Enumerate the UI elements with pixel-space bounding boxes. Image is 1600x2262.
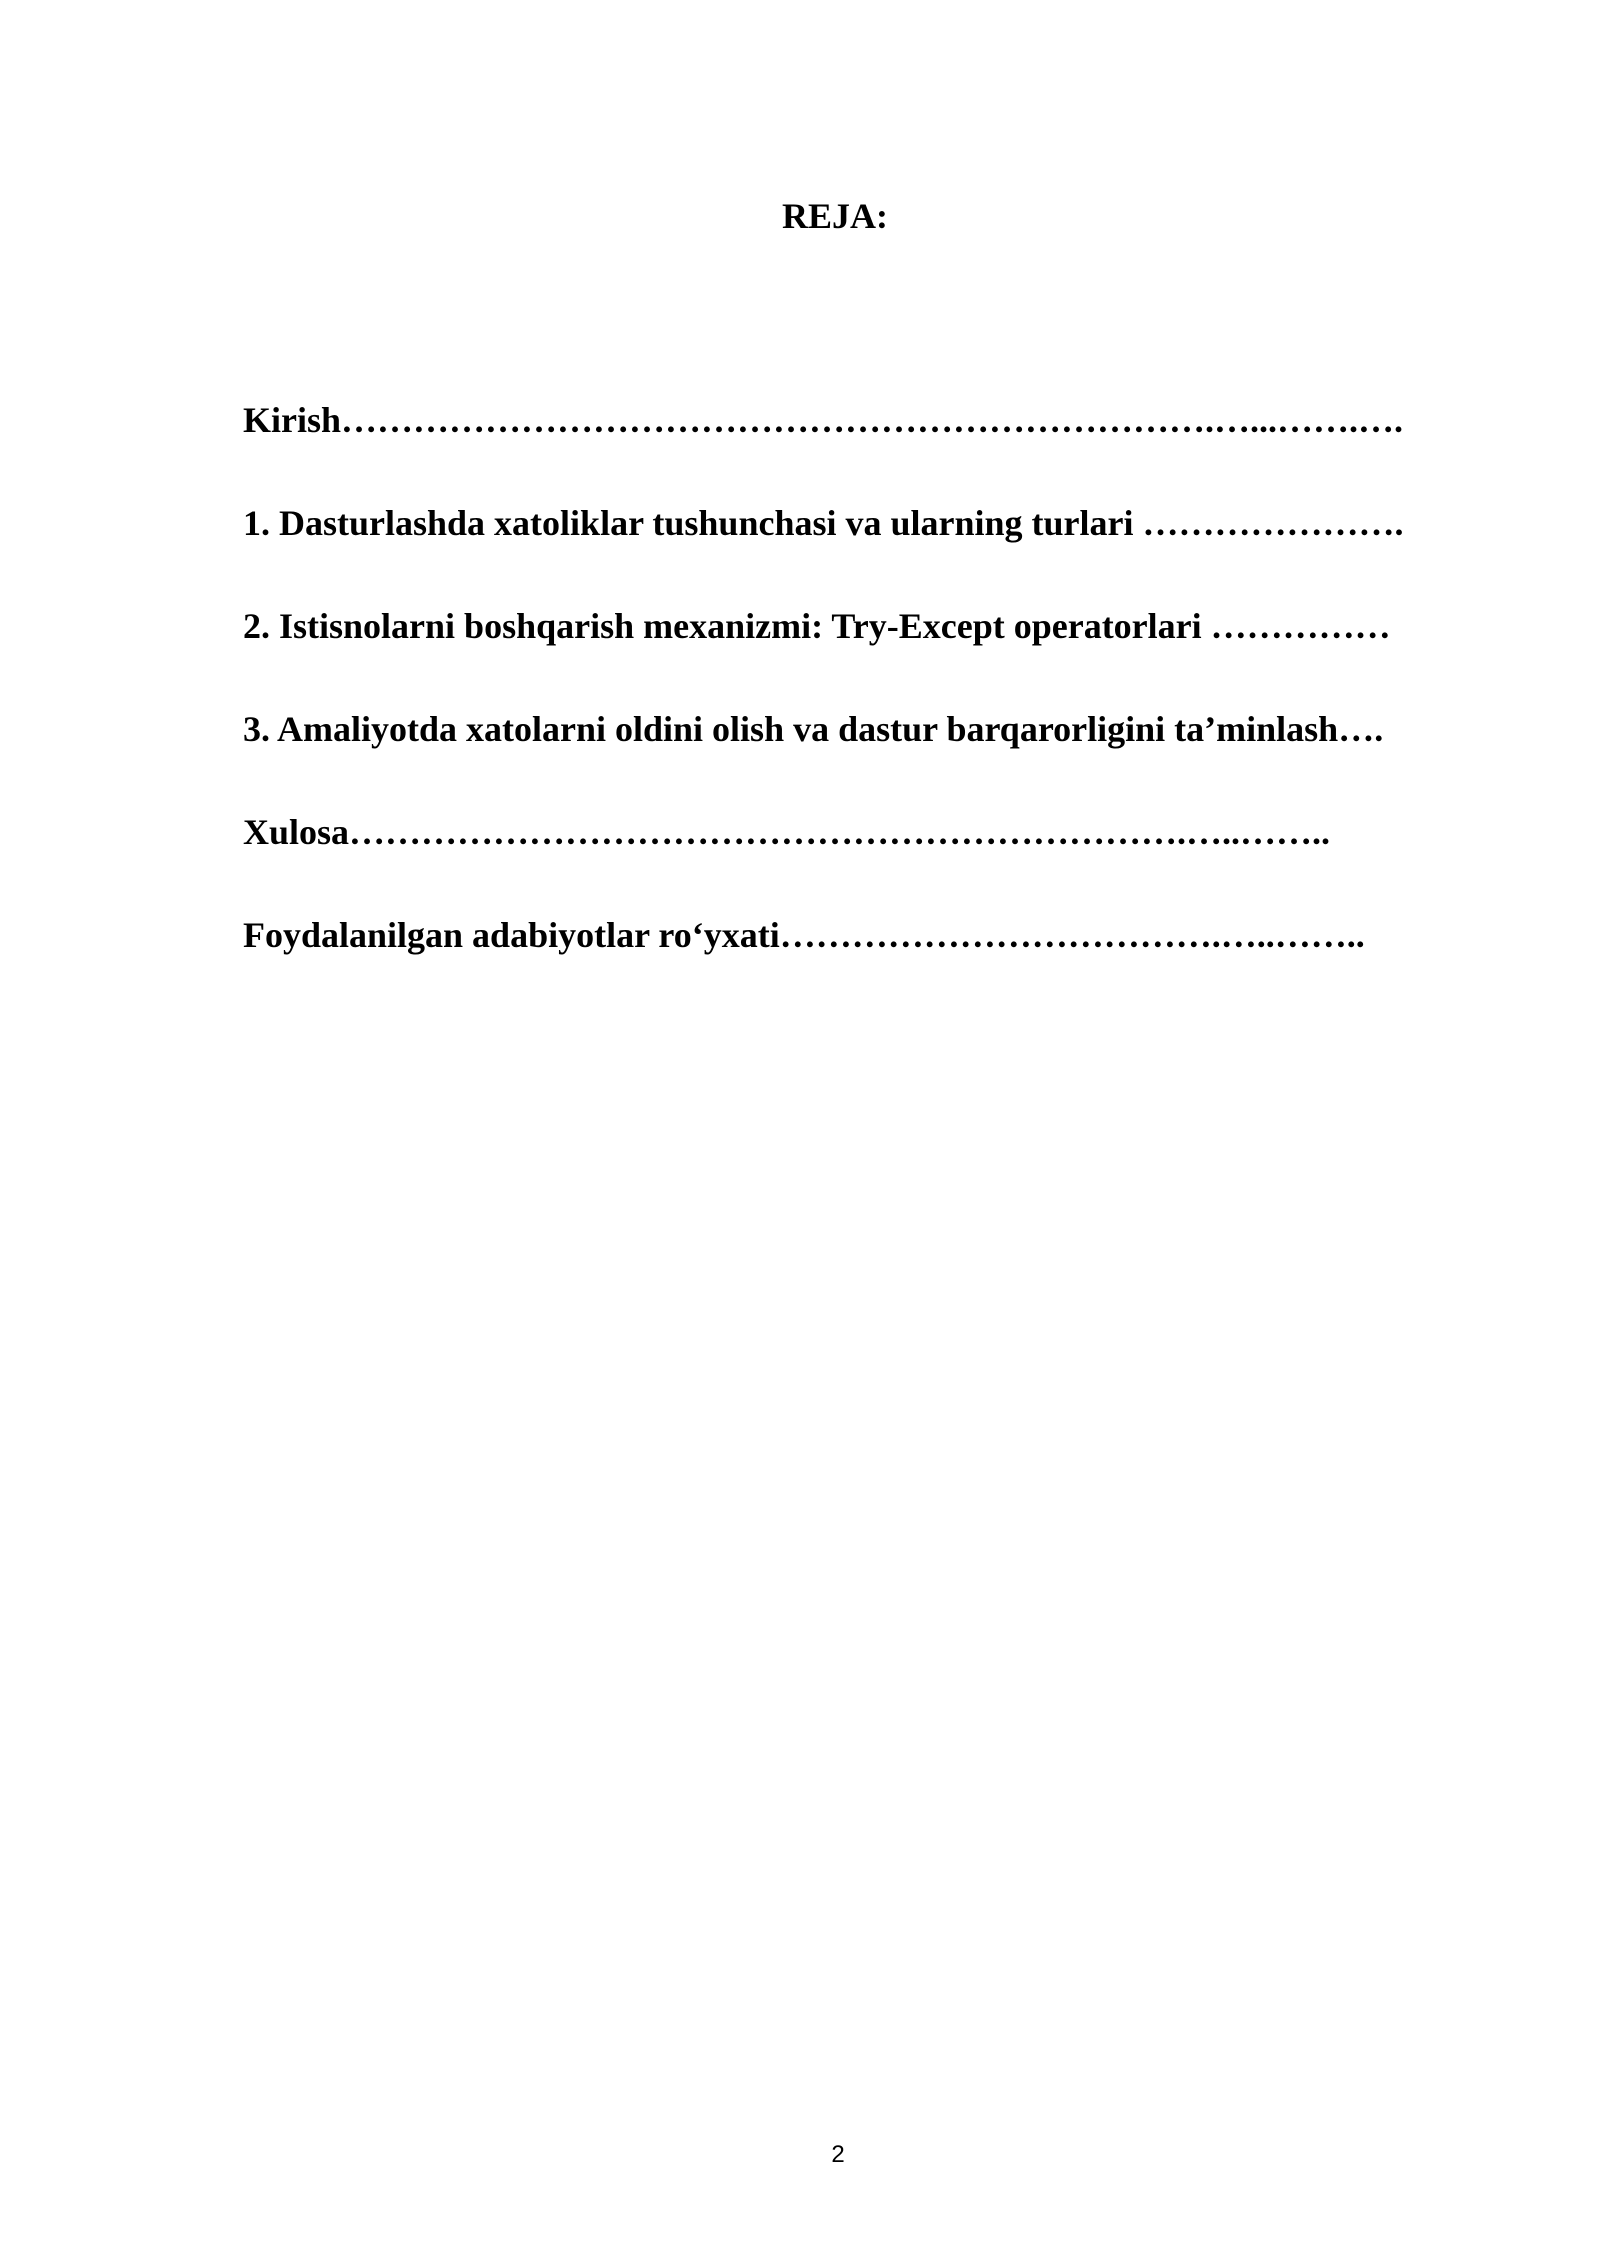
toc-entry-leader: ……………………………………………………………….…...…….…. (341, 400, 1404, 440)
table-of-contents (243, 396, 1473, 1014)
toc-entry-label: 1. Dasturlashda xatoliklar tushunchasi va ularning turlari (243, 503, 1134, 543)
toc-entry-label: Xulosa (243, 812, 350, 852)
toc-entry-leader: …………………………………………………………….…..…….. (349, 812, 1331, 852)
page-number: 2 (831, 2141, 845, 2168)
toc-entry-label: 2. Istisnolarni boshqarish mexanizmi: Try-Except operatorlari (243, 606, 1202, 646)
toc-entry-label: Foydalanilgan adabiyotlar ro‘yxati (243, 915, 780, 955)
toc-entry-leader: ……………………………….…..…….. (779, 915, 1365, 955)
toc-entry-section-2 (243, 602, 1473, 650)
toc-entry-introduction (243, 396, 1473, 444)
toc-entry-section-3 (243, 705, 1473, 753)
page-title: REJA: (782, 196, 888, 236)
toc-entry-label: 3. Amaliyotda xatolarni oldini olish va dastur barqarorligini ta’minlash (243, 709, 1339, 749)
toc-entry-leader: …. (1338, 709, 1384, 749)
toc-entry-label: Kirish (243, 400, 342, 440)
toc-entry-leader: …………………. (1133, 503, 1404, 543)
toc-entry-references (243, 911, 1473, 959)
toc-entry-conclusion (243, 808, 1473, 856)
toc-entry-leader: …………… (1201, 606, 1391, 646)
toc-entry-section-1 (243, 499, 1473, 547)
